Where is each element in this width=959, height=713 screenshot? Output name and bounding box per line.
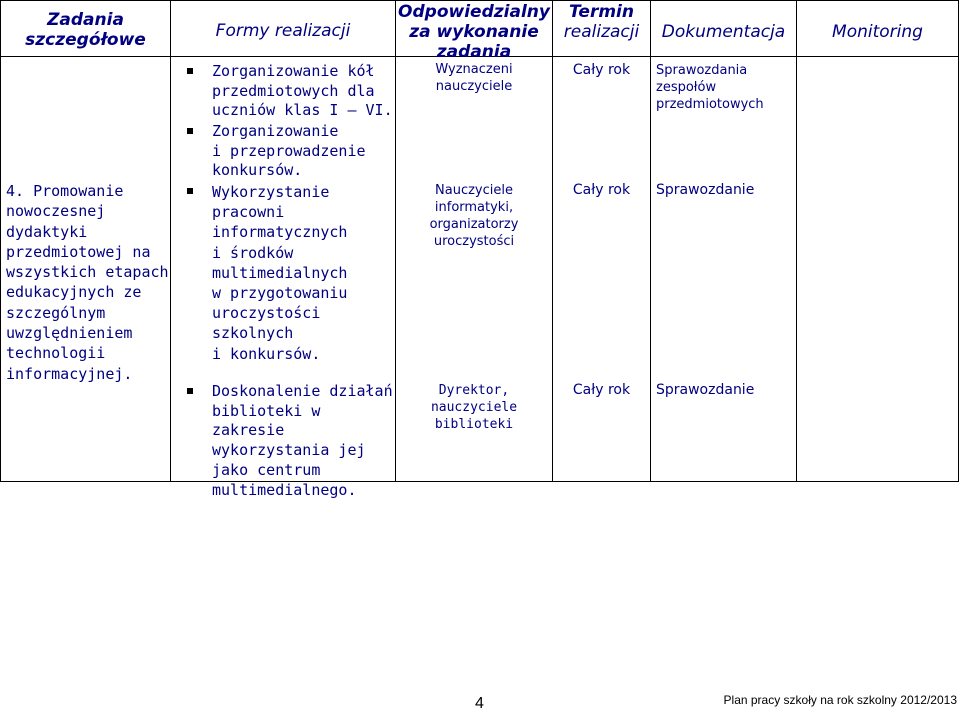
responsible-line: Dyrektor, nauczyciele	[430, 383, 518, 415]
header-responsible	[396, 2, 552, 62]
responsible-line: biblioteki	[434, 417, 514, 432]
column-divider	[796, 0, 797, 482]
responsible-line: Wyznaczeni	[435, 62, 513, 77]
task-line: szczególnym	[6, 303, 106, 322]
header-tasks	[1, 10, 170, 50]
form-line: biblioteki w zakresie	[212, 401, 321, 440]
table-border-left	[0, 0, 1, 482]
responsible-line: organizatorzy	[429, 217, 519, 232]
task-line: wszystkich etapach	[6, 263, 169, 282]
documentation-line: Sprawozdania	[656, 63, 748, 78]
documentation-cell	[656, 382, 796, 399]
form-line: uczniów klas I – VI.	[212, 101, 393, 120]
header-documentation-label: Dokumentacja	[661, 22, 786, 42]
task-line: edukacyjnych ze	[6, 283, 142, 302]
header-term-line: realizacji	[563, 22, 640, 42]
form-line: Wykorzystanie	[212, 183, 330, 201]
documentation-line: Sprawozdanie	[656, 382, 755, 398]
table-border-bottom	[0, 481, 959, 482]
task-line: uwzględnieniem	[6, 324, 133, 343]
responsible-line: uroczystości	[433, 234, 515, 249]
task-line: dydaktyki	[6, 222, 88, 241]
header-responsible-line: za wykonanie	[409, 22, 539, 42]
bullet-icon	[187, 188, 193, 194]
responsible-cell	[396, 382, 552, 433]
header-tasks-label: Zadania szczegółowe	[25, 10, 146, 50]
documentation-line: zespołów	[656, 80, 717, 95]
form-line: Zorganizowanie kół	[212, 62, 375, 80]
term-value: Cały rok	[572, 62, 631, 78]
header-forms	[171, 21, 395, 41]
bullet-icon	[187, 388, 193, 394]
responsible-line: nauczyciele	[435, 79, 513, 94]
footer-title: Plan pracy szkoły na rok szkolny 2012/2013	[723, 693, 957, 707]
responsible-cell	[396, 61, 552, 95]
task-description	[6, 181, 170, 384]
form-line: multimedialnego.	[212, 480, 357, 499]
documentation-cell	[656, 62, 796, 113]
header-term	[553, 2, 650, 42]
form-line: multimedialnych	[212, 263, 348, 282]
header-documentation	[651, 22, 796, 42]
form-line: konkursów.	[212, 161, 303, 180]
documentation-line: przedmiotowych	[656, 97, 764, 112]
form-line: wykorzystania jej	[212, 441, 366, 460]
form-line: Zorganizowanie	[212, 122, 339, 140]
form-line: pracowni	[212, 203, 285, 222]
header-forms-label: Formy realizacji	[215, 21, 351, 41]
form-line: jako centrum	[212, 460, 321, 479]
responsible-line: informatyki,	[434, 200, 514, 215]
form-line: informatycznych	[212, 223, 348, 242]
bullet-icon	[187, 128, 193, 134]
bullet-icon	[187, 68, 193, 74]
form-line: przedmiotowych dla	[212, 81, 375, 100]
form-line: i konkursów.	[212, 344, 321, 363]
term-value: Cały rok	[572, 182, 631, 198]
header-responsible-line: zadania	[436, 42, 512, 62]
documentation-line: Sprawozdanie	[656, 182, 755, 198]
responsible-cell	[396, 182, 552, 250]
form-line: szkolnych	[212, 324, 294, 343]
documentation-cell	[656, 182, 796, 199]
term-cell	[553, 182, 650, 199]
task-line: 4. Promowanie	[6, 182, 124, 200]
form-line: w przygotowaniu	[212, 284, 348, 303]
column-divider	[170, 0, 171, 482]
header-responsible-line: Odpowiedzialny	[398, 2, 550, 22]
form-line: uroczystości	[212, 304, 321, 323]
table-border-top	[0, 0, 959, 1]
term-cell	[553, 382, 650, 399]
header-term-line: Termin	[569, 2, 634, 22]
task-line: przedmiotowej na	[6, 242, 151, 261]
term-value: Cały rok	[572, 382, 631, 398]
term-cell	[553, 62, 650, 79]
header-monitoring	[797, 22, 958, 42]
form-line: i środków	[212, 243, 294, 262]
form-line: Doskonalenie działań	[212, 382, 393, 400]
page-number: 4	[475, 695, 484, 712]
task-line: nowoczesnej	[6, 202, 106, 221]
task-line: technologii	[6, 344, 106, 363]
form-line: i przeprowadzenie	[212, 141, 366, 160]
task-line: informacyjnej.	[6, 364, 133, 383]
column-divider	[650, 0, 651, 482]
header-monitoring-label: Monitoring	[832, 22, 923, 42]
responsible-line: Nauczyciele	[435, 183, 513, 198]
